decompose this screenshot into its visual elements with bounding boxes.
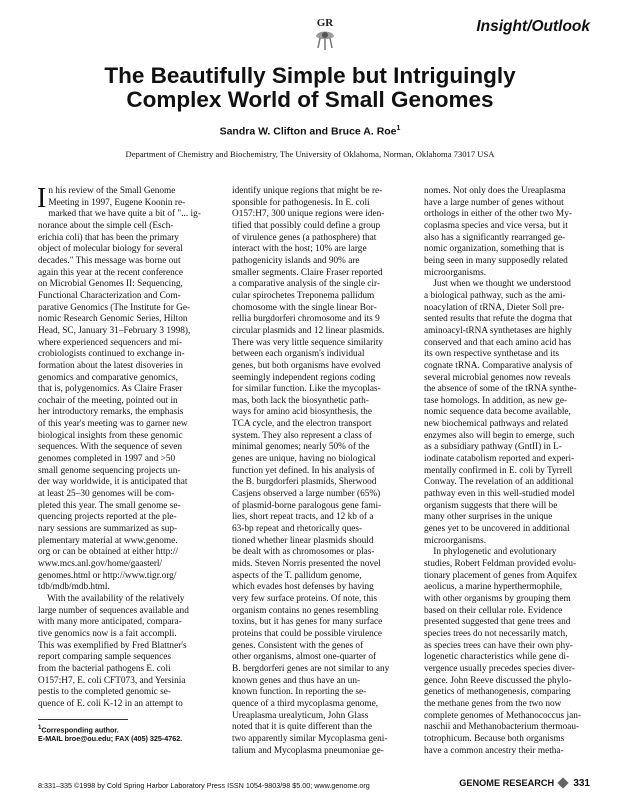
text-line: tioned whether linear plasmids should: [232, 535, 374, 546]
text-line: with other organisms by grouping them: [424, 593, 571, 604]
text-line: seemingly independent regions coding: [232, 372, 376, 383]
text-line: object of molecular biology for several: [38, 244, 183, 255]
text-line: quencing projects reported at the ple-: [38, 512, 177, 523]
body-column-2: [232, 186, 400, 757]
text-line: Conway. The revelation of an additional: [424, 477, 574, 488]
section-label: Insight/Outlook: [476, 18, 590, 35]
text-line: two apparently similar Mycoplasma geni-: [232, 733, 388, 744]
text-line: chomosome with the single linear Bor-: [232, 302, 377, 313]
text-line: report comparing sample sequences: [38, 652, 171, 663]
text-line: genomes completed in 1997 and >50: [38, 454, 176, 465]
column-3-text: [424, 186, 592, 757]
text-line: tdb/mdb/mdb.html.: [38, 582, 110, 593]
text-line: identify unique regions that might be re-: [232, 186, 383, 196]
text-line: as a subsidiary pathway (GntII) in L-: [424, 442, 562, 453]
title-line-1: The Beautifully Simple but Intriguingly: [104, 63, 516, 88]
text-line: from the bacterial pathogens E. coli: [38, 663, 171, 674]
text-line: Casjens observed a large number (65%): [232, 489, 381, 500]
text-line: the methane genes from the two now: [424, 698, 562, 709]
text-line: genes yet to be uncovered in additional: [424, 524, 570, 535]
footnote-divider: [38, 719, 128, 720]
text-line: of plasmid-borne paralogous gene fami-: [232, 500, 382, 511]
text-line: the B. burgdorferi plasmids, Sherwood: [232, 477, 377, 488]
text-line: sponsible for pathogenesis. In E. coli: [232, 197, 370, 208]
text-line: vergence usually precedes species diver-: [424, 663, 575, 674]
drop-cap: I: [37, 183, 47, 214]
body-column-1: [37, 183, 206, 711]
text-line: genomes.html or http://www.tigr.org/: [38, 570, 177, 581]
text-line: Head, SC, January 31–February 3 1998),: [38, 325, 191, 336]
author-list: [40, 125, 580, 138]
text-line: smaller segments. Claire Fraser reported: [232, 267, 383, 278]
text-line: Meeting in 1997, Eugene Koonin re-: [48, 197, 186, 208]
text-line: In phylogenetic and evolutionary: [424, 547, 557, 558]
text-line: coplasma species and vice versa, but it: [424, 220, 568, 231]
text-line: ways for amino acid biosynthesis, the: [232, 407, 372, 418]
text-line: aminoacyl-tRNA synthetases are highly: [424, 325, 572, 336]
text-line: system. They also represent a class of: [232, 430, 373, 441]
text-line: talium and Mycoplasma pneumoniae ge-: [232, 745, 384, 756]
text-line: erichia coli) that has been the primary: [38, 232, 179, 243]
text-line: of this year's meeting was to garner new: [38, 419, 188, 430]
text-line: of virulence genes (a pathosphere) that: [232, 232, 377, 243]
journal-name: GENOME RESEARCH: [459, 778, 555, 788]
text-line: microorganisms.: [424, 535, 487, 546]
text-line: being seen in many supposedly related: [424, 255, 568, 266]
text-line: a biological pathway, such as the ami-: [424, 290, 566, 301]
text-line: microorganisms.: [424, 267, 487, 278]
text-line: rellia burgdorferi chromosome and its 9: [232, 314, 380, 325]
text-line: her introductory remarks, the emphasis: [38, 407, 184, 418]
text-line: org or can be obtained at either http://: [38, 547, 179, 558]
text-line: presented suggested that gene trees and: [424, 617, 571, 628]
footnote-contact: E-MAIL broe@ou.edu; FAX (405) 325-4762.: [38, 734, 183, 744]
text-line: at least 25–30 genomes will be com-: [38, 489, 175, 500]
text-line: noted that it is quite different than the: [232, 722, 373, 733]
text-line: mids. Steven Norris presented the novel: [232, 559, 381, 569]
text-line: Functional Characterization and Com-: [38, 290, 181, 301]
text-line: conserved and that each amino acid has: [424, 337, 572, 348]
text-line: crobiologists continued to exchange in-: [38, 349, 185, 360]
title-line-2: Complex World of Small Genomes: [126, 87, 494, 112]
text-line: have a large number of genes without: [424, 197, 564, 208]
text-line: large number of sequences available and: [38, 605, 189, 616]
text-line: parative Genomics (The Institute for Ge-: [38, 302, 191, 313]
text-line: noacylation of tRNA, Dieter Soll pre-: [424, 302, 565, 313]
text-line: as species trees can have their own phy-: [424, 640, 573, 651]
text-line: very few surface proteins. Of note, this: [232, 593, 378, 604]
text-line: nomic Research Genomic Series, Hilton: [38, 314, 188, 325]
text-line: nomic sequence data become available,: [424, 407, 571, 418]
text-line: tified that possibly could define a group: [232, 220, 381, 231]
text-line: where experienced sequencers and mi-: [38, 337, 183, 348]
text-line: biological insights from these genomic: [38, 430, 183, 441]
text-line: sequences. With the sequence of seven: [38, 442, 183, 453]
text-line: logenetic characteristics while gene di-: [424, 652, 570, 663]
column-1-text: [37, 183, 206, 711]
corresponding-author-label: Corresponding author.: [41, 725, 119, 735]
text-line: known function. In reporting the se-: [232, 687, 367, 698]
page-number: 331: [573, 778, 590, 789]
text-line: n his review of the Small Genome: [48, 186, 176, 196]
text-line: many other surprises in the unique: [424, 512, 553, 523]
text-line: genes, but both organisms have evolved: [232, 360, 381, 371]
journal-logo: [308, 14, 342, 54]
text-line: With the availability of the relatively: [38, 593, 185, 604]
text-line: also has a significantly rearranged ge-: [424, 232, 566, 243]
text-line: organism contains no genes resembling: [232, 605, 379, 616]
text-line: genes are unique, having no biological: [232, 454, 376, 465]
text-line: tive genomics now is a fait accompli.: [38, 628, 177, 639]
text-line: interact with the host; 10% are large: [232, 244, 367, 255]
text-line: O157:H7, 300 unique regions were iden-: [232, 209, 385, 220]
text-line: its own respective synthetase and its: [424, 349, 560, 360]
text-line: which evades host defenses by having: [232, 582, 374, 593]
text-line: quence of E. coli K-12 in an attempt to: [38, 698, 183, 709]
text-line: based on their cellular role. Evidence: [424, 605, 563, 616]
text-line: cular spirochetes Treponema pallidum: [232, 290, 375, 301]
text-line: iodinate catabolism reported and experi-: [424, 454, 575, 465]
text-line: decades." This message was borne out: [38, 255, 181, 266]
text-line: totrophicum. Because both organisms: [424, 733, 565, 744]
authors-text: Sandra W. Clifton and Bruce A. Roe: [219, 125, 397, 138]
text-line: gence. John Reeve discussed the phylo-: [424, 675, 572, 686]
text-line: sented results that refute the dogma that: [424, 314, 573, 325]
text-line: minimal genomes; nearly 50% of the: [232, 442, 370, 453]
text-line: www.mcs.anl.gov/home/gaasterl/: [38, 559, 163, 569]
text-line: There was very little sequence similarity: [232, 337, 384, 348]
text-line: toxins, but it has genes for many surface: [232, 617, 383, 628]
text-line: O157:H7, E. coli CFT073, and Yersinia: [38, 675, 186, 686]
citation-line: 8:331–335 ©1998 by Cold Spring Harbor Laboratory Press ISSN 1054-9803/98 $5.00; www.genome.org: [38, 781, 370, 790]
text-line: nary sessions are summarized as sup-: [38, 524, 178, 535]
article-title: [40, 64, 580, 112]
text-line: circular plasmids and 12 linear plasmids.: [232, 325, 385, 336]
text-line: small genome sequencing projects un-: [38, 465, 181, 476]
footnote-line-1: [38, 724, 182, 734]
text-line: genetics of methanogenesis, comparing: [424, 687, 571, 698]
text-line: Just when we thought we understood: [424, 279, 571, 290]
text-line: cochair of the meeting, pointed out in: [38, 395, 178, 406]
text-line: marked that we have quite a bit of "... ig-: [48, 209, 201, 220]
text-line: that is, polygenomics. As Claire Fraser: [38, 384, 183, 395]
text-line: This was exemplified by Fred Blattner's: [38, 640, 187, 651]
text-line: cognate tRNA. Comparative analysis of: [424, 360, 573, 371]
text-line: the absence of some of the tRNA synthe-: [424, 384, 577, 395]
text-line: genes. Consistent with the genes of: [232, 640, 364, 651]
text-line: pestis to the completed genomic se-: [38, 687, 171, 698]
text-line: studies, Robert Feldman provided evolu-: [424, 559, 577, 569]
text-line: plementary material at www.genome.: [38, 535, 178, 546]
text-line: TCA cycle, and the electron transport: [232, 419, 372, 430]
text-line: be dealt with as chromosomes or plas-: [232, 547, 375, 558]
text-line: on Microbial Genomes II: Sequencing,: [38, 279, 183, 290]
text-line: pathogenicity islands and 90% are: [232, 255, 360, 266]
running-footer: [459, 778, 590, 789]
text-line: naschii and Methanobacterium thermoau-: [424, 722, 580, 733]
text-line: species trees do not necessarily match,: [424, 628, 568, 639]
text-line: complete genomes of Methanococcus jan-: [424, 710, 581, 721]
text-line: Ureaplasma urealyticum, John Glass: [232, 710, 369, 721]
diamond-icon: [557, 777, 568, 788]
text-line: mas, both lack the biosynthetic path-: [232, 395, 369, 406]
text-line: aspects of the T. pallidum genome,: [232, 570, 362, 581]
text-line: quence of a third mycoplasma genome,: [232, 698, 379, 709]
text-line: proteins that could be possible virulence: [232, 628, 383, 639]
text-line: other organisms, almost one-quarter of: [232, 652, 377, 663]
text-line: aeolicus, a marine hyperthermophile,: [424, 582, 563, 593]
text-line: nomes. Not only does the Ureaplasma: [424, 186, 566, 196]
text-line: lies, short repeat tracts, and 12 kb of a: [232, 512, 374, 523]
text-line: pathway even in this well-studied model: [424, 489, 575, 500]
text-line: mentally confirmed in E. coli by Tyrrell: [424, 465, 573, 476]
text-line: der way worldwide, it is anticipated that: [38, 477, 188, 488]
svg-text:GR: GR: [316, 17, 334, 29]
text-line: known genes and thus have an un-: [232, 675, 361, 686]
text-line: new biochemical pathways and related: [424, 419, 569, 430]
text-line: tase homologs. In addition, as new ge-: [424, 395, 568, 406]
author-note-mark: 1: [396, 125, 401, 132]
text-line: tionary placement of genes from Aquifex: [424, 570, 578, 581]
text-line: enzymes also will begin to emerge, such: [424, 430, 575, 441]
text-line: norance about the simple cell (Esch-: [38, 220, 174, 231]
text-line: with many more anticipated, compara-: [38, 617, 182, 628]
column-2-text: [232, 186, 400, 757]
text-line: function yet defined. In his analysis of: [232, 465, 375, 476]
footnote-mark: 1: [38, 725, 42, 731]
text-line: for similar function. Like the mycoplas-: [232, 384, 381, 395]
body-column-3: [424, 186, 592, 757]
text-line: between each organism's individual: [232, 349, 365, 360]
text-line: genomics and comparative genomics,: [38, 372, 178, 383]
text-line: several microbial genomes now reveals: [424, 372, 571, 383]
text-line: a comparative analysis of the single cir-: [232, 279, 380, 290]
text-line: nomic organization, something that is: [424, 244, 565, 255]
text-line: orthologs in either of the other two My-: [424, 209, 572, 220]
text-line: B. bergdorferi genes are not similar to any: [232, 663, 390, 674]
text-line: 63-bp repeat and rhetorically ques-: [232, 524, 363, 535]
text-line: again this year at the recent conference: [38, 267, 184, 278]
text-line: formation about the latest disoveries in: [38, 360, 183, 371]
text-line: have a common ancestry their metha-: [424, 745, 564, 756]
affiliation: Department of Chemistry and Biochemistry, The University of Oklahoma, Norman, Oklahoma 73017 USA: [125, 149, 495, 159]
text-line: organism suggests that there will be: [424, 500, 558, 511]
footnote: [38, 724, 182, 743]
text-line: pleted this year. The small genome se-: [38, 500, 181, 511]
